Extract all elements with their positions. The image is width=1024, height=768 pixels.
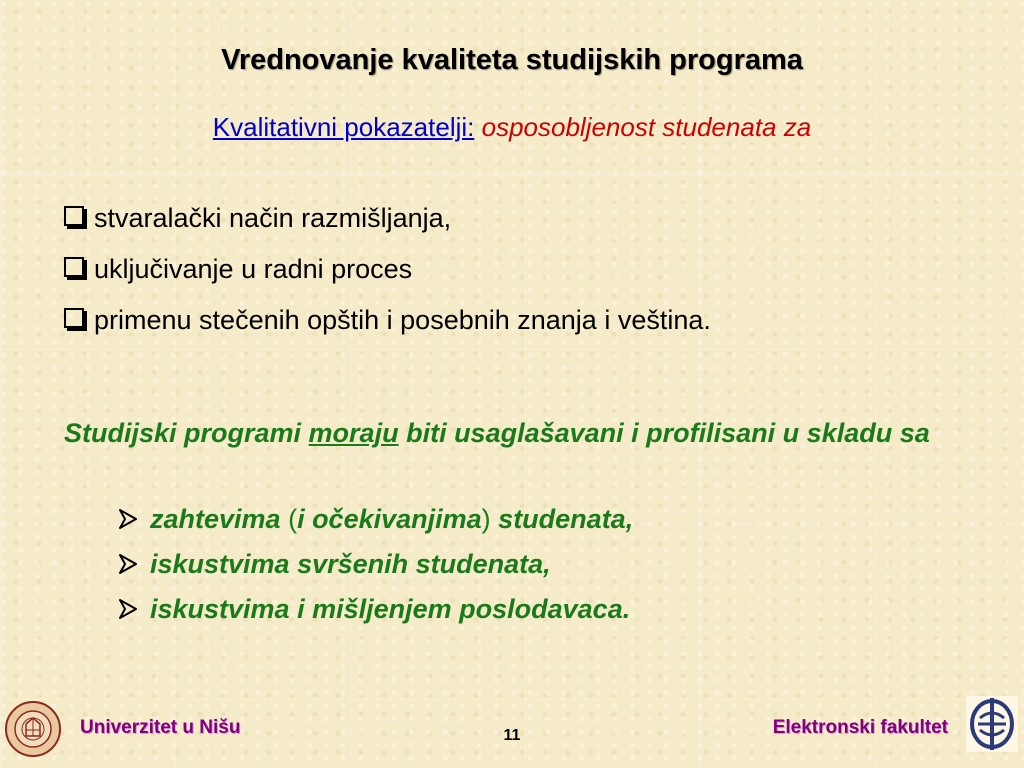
list-item xyxy=(64,243,711,294)
list-item-text: uključivanje u radni proces xyxy=(94,253,413,284)
list-item xyxy=(64,192,711,243)
faculty-logo xyxy=(966,696,1018,752)
requirement-paragraph xyxy=(64,416,984,450)
list-item xyxy=(118,496,633,541)
list-item-text: iskustvima i mišljenjem poslodavaca. xyxy=(150,593,631,624)
list-item-text: stvaralački način razmišljanja, xyxy=(94,202,452,233)
list-item-text: iskustvima svršenih studenata, xyxy=(150,548,551,579)
paragraph-text-start: Studijski programi xyxy=(64,418,309,448)
checkbox-icon xyxy=(64,257,84,277)
footer-faculty: Elektronski fakultet xyxy=(772,717,948,738)
list-item-text: zahtevima (i očekivanjima) studenata, xyxy=(150,503,634,534)
arrow-right-icon xyxy=(118,598,138,620)
checkbox-icon xyxy=(64,206,84,226)
arrow-list xyxy=(118,496,633,631)
checklist xyxy=(64,192,711,345)
subtitle xyxy=(0,112,1024,143)
subtitle-label: Kvalitativni pokazatelji: xyxy=(212,112,475,142)
arrow-right-icon xyxy=(118,553,138,575)
paragraph-emphasis: moraju xyxy=(308,418,399,448)
list-item-text: primenu stečenih opštih i posebnih znanja i veština. xyxy=(94,304,711,335)
list-item xyxy=(118,586,633,631)
page-number: 11 xyxy=(503,727,521,744)
checkbox-icon xyxy=(64,308,84,328)
paragraph-text-end: biti usaglašavani i profilisani u skladu sa xyxy=(398,418,930,448)
list-item xyxy=(64,294,711,345)
subtitle-text: osposobljenost studenata za xyxy=(481,112,812,142)
list-item xyxy=(118,541,633,586)
footer-university: Univerzitet u Nišu xyxy=(80,717,241,738)
slide-title: Vrednovanje kvaliteta studijskih programa xyxy=(221,44,803,76)
arrow-right-icon xyxy=(118,508,138,530)
